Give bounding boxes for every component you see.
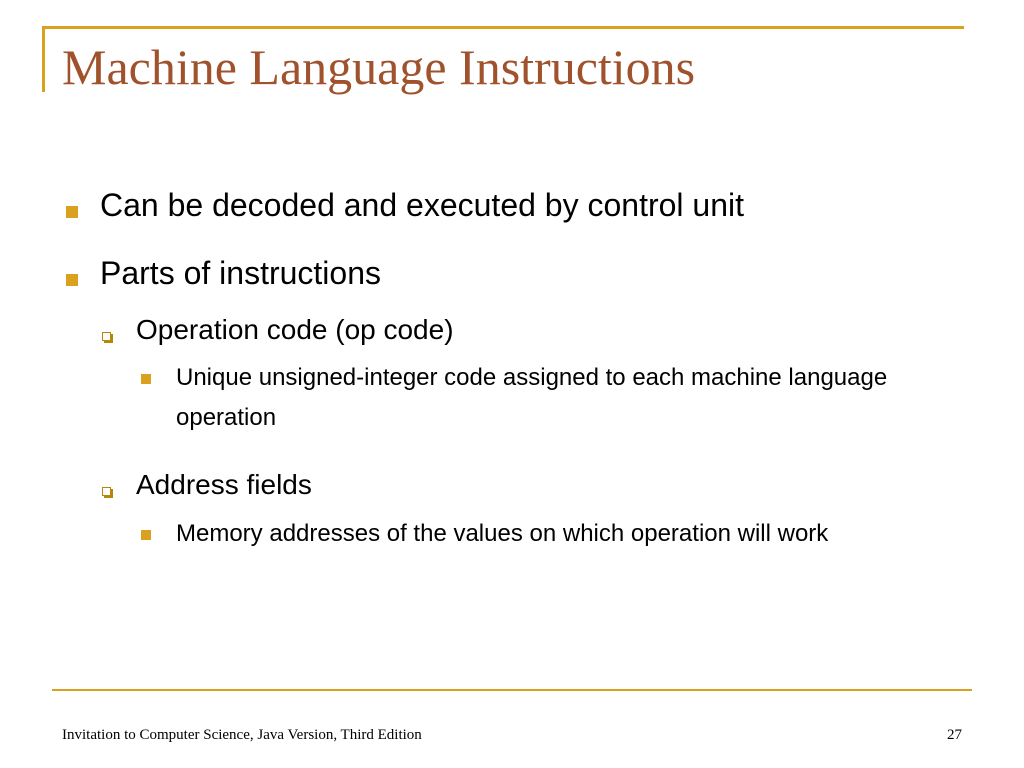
footer-text: Invitation to Computer Science, Java Version, Third Edition (62, 727, 422, 743)
bullet-item-level2 (62, 468, 962, 502)
bullet-item-level3 (62, 358, 962, 438)
bullet-text: Memory addresses of the values on which operation will work (176, 519, 829, 547)
bullet-item-level1 (62, 254, 962, 292)
bullet-item-level2 (62, 313, 962, 347)
bullet-text: Address fields (136, 469, 312, 501)
bullet-text: Unique unsigned-integer code assigned to each machine language operation (176, 364, 888, 432)
hollow-square-bullet-icon (102, 332, 111, 341)
filled-square-bullet-icon (141, 374, 151, 384)
footer-rule (52, 689, 972, 691)
title-frame-top-rule (42, 26, 964, 29)
filled-square-bullet-icon (66, 274, 78, 286)
bullet-item-level3 (62, 514, 962, 554)
slide-body (62, 186, 962, 554)
page-number: 27 (947, 727, 962, 743)
filled-square-bullet-icon (66, 206, 78, 218)
bullet-text: Operation code (op code) (136, 313, 454, 345)
slide-title: Machine Language Instructions (62, 39, 696, 95)
filled-square-bullet-icon (141, 530, 151, 540)
bullet-text: Parts of instructions (100, 255, 381, 292)
bullet-text: Can be decoded and executed by control unit (100, 187, 745, 223)
bullet-item-level1 (62, 186, 962, 224)
hollow-square-bullet-icon (102, 487, 111, 496)
title-frame-left-rule (42, 26, 45, 92)
